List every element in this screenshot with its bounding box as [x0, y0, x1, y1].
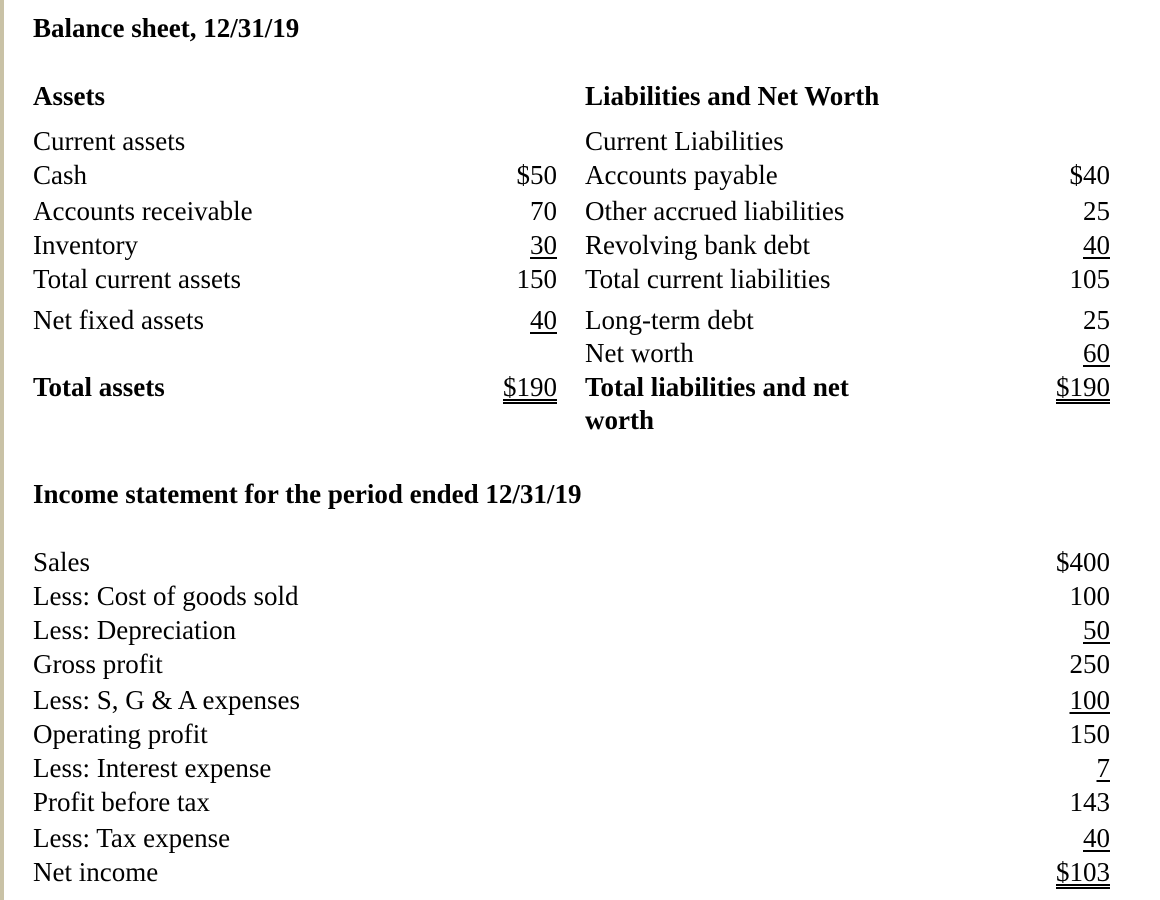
total-liabilities-label-line2: worth: [585, 405, 654, 435]
income-label-sales: Sales: [33, 547, 90, 577]
balance-sheet-title: Balance sheet, 12/31/19: [33, 13, 300, 43]
income-label-tax-expense: Less: Tax expense: [33, 823, 231, 853]
current-assets-subheading: Current assets: [33, 126, 186, 156]
liability-value-net-worth: 60: [1083, 338, 1110, 368]
liability-label-total-current-liabilities: Total current liabilities: [585, 264, 831, 294]
asset-value-cash: $50: [516, 160, 557, 190]
income-label-interest-expense: Less: Interest expense: [33, 753, 272, 783]
income-value-tax-expense: 40: [1083, 823, 1110, 853]
income-value-operating-profit: 150: [1069, 719, 1110, 749]
asset-label-cash: Cash: [33, 160, 87, 190]
asset-label-net-fixed-assets: Net fixed assets: [33, 305, 204, 335]
asset-value-inventory: 30: [530, 230, 557, 260]
total-assets-value: $190: [503, 372, 557, 402]
liability-label-long-term-debt: Long-term debt: [585, 305, 754, 335]
income-label-depreciation: Less: Depreciation: [33, 615, 237, 645]
income-label-cogs: Less: Cost of goods sold: [33, 581, 299, 611]
liabilities-heading: Liabilities and Net Worth: [585, 81, 880, 111]
total-liabilities-label-line1: Total liabilities and net: [585, 372, 849, 402]
left-border-rule: [0, 0, 4, 900]
liability-value-accounts-payable: $40: [1069, 160, 1110, 190]
income-value-profit-before-tax: 143: [1069, 787, 1110, 817]
income-label-operating-profit: Operating profit: [33, 719, 208, 749]
liability-value-revolving-bank-debt: 40: [1083, 230, 1110, 260]
income-value-gross-profit: 250: [1069, 649, 1110, 679]
income-value-net-income: $103: [1056, 857, 1110, 887]
income-value-sga: 100: [1069, 685, 1110, 715]
liability-label-revolving-bank-debt: Revolving bank debt: [585, 230, 810, 260]
total-assets-label: Total assets: [33, 372, 165, 402]
liability-label-accounts-payable: Accounts payable: [585, 160, 778, 190]
income-value-cogs: 100: [1069, 581, 1110, 611]
income-value-sales: $400: [1056, 547, 1110, 577]
liability-label-net-worth: Net worth: [585, 338, 694, 368]
asset-value-accounts-receivable: 70: [530, 196, 557, 226]
total-liabilities-value: $190: [1056, 372, 1110, 402]
income-label-profit-before-tax: Profit before tax: [33, 787, 210, 817]
liability-value-total-current-liabilities: 105: [1069, 264, 1110, 294]
liability-value-long-term-debt: 25: [1083, 305, 1110, 335]
income-value-depreciation: 50: [1083, 615, 1110, 645]
asset-label-inventory: Inventory: [33, 230, 138, 260]
current-liabilities-subheading: Current Liabilities: [585, 126, 784, 156]
asset-value-total-current-assets: 150: [516, 264, 557, 294]
assets-heading: Assets: [33, 81, 105, 111]
income-label-net-income: Net income: [33, 857, 159, 887]
asset-label-accounts-receivable: Accounts receivable: [33, 196, 253, 226]
asset-value-net-fixed-assets: 40: [530, 305, 557, 335]
income-label-sga: Less: S, G & A expenses: [33, 685, 300, 715]
income-statement-title: Income statement for the period ended 12/31/19: [33, 479, 582, 509]
liability-value-other-accrued: 25: [1083, 196, 1110, 226]
asset-label-total-current-assets: Total current assets: [33, 264, 242, 294]
income-value-interest-expense: 7: [1096, 753, 1110, 783]
liability-label-other-accrued: Other accrued liabilities: [585, 196, 845, 226]
income-label-gross-profit: Gross profit: [33, 649, 163, 679]
